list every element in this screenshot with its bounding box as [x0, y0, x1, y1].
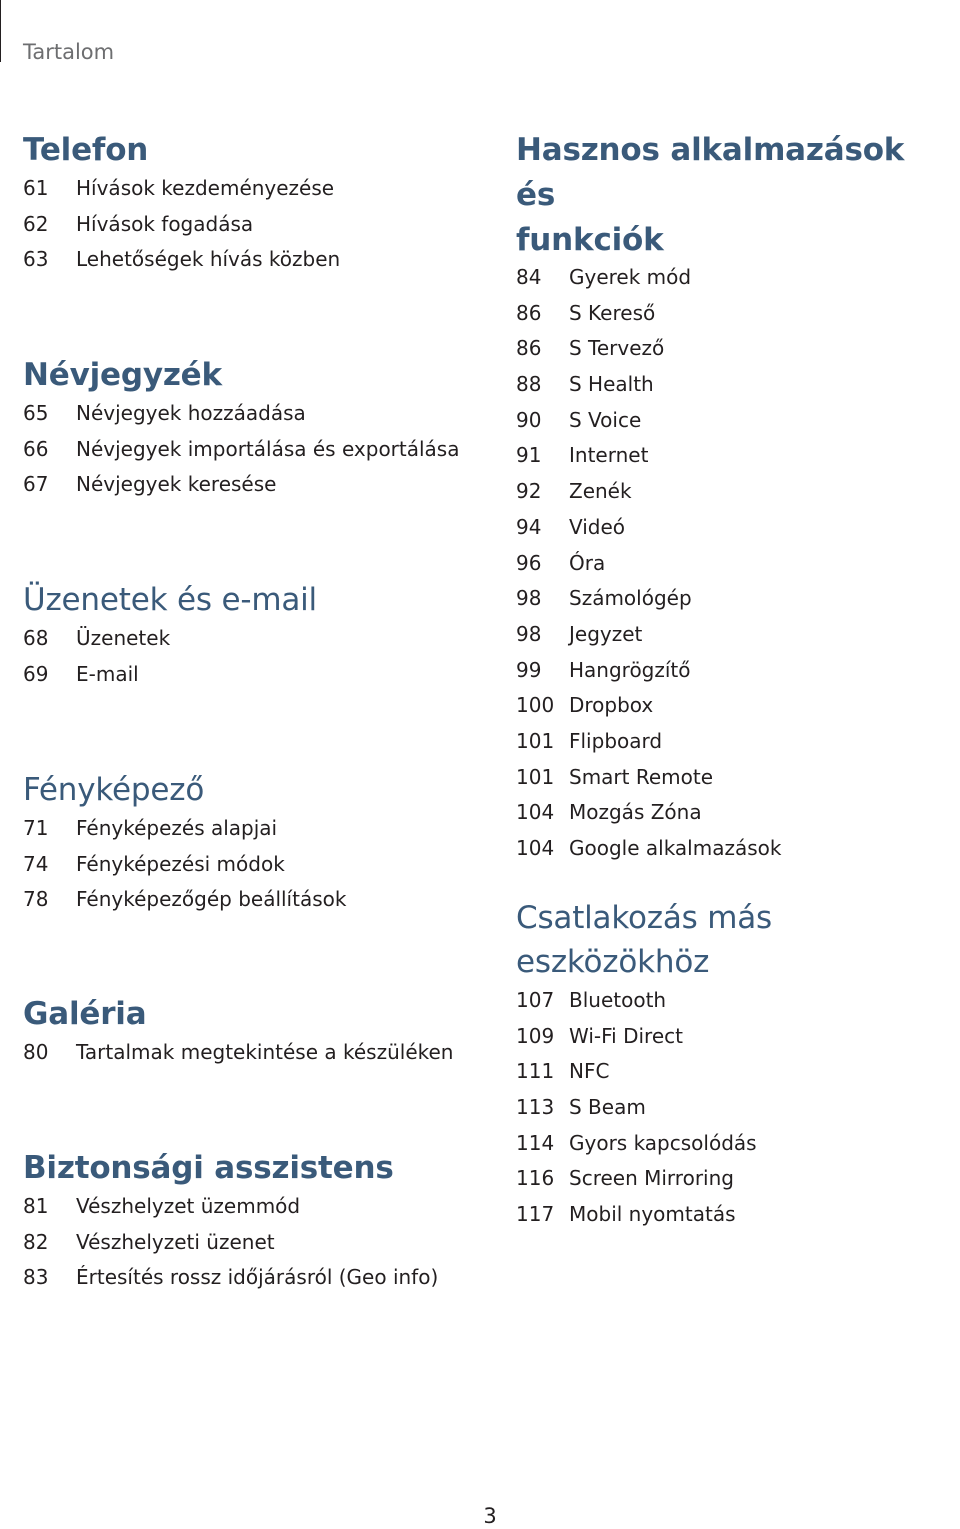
entry-title: Bluetooth: [569, 988, 667, 1012]
page-number: 74: [23, 851, 49, 876]
entry-title: Hívások fogadása: [76, 211, 254, 236]
entry-title: Vészhelyzet üzemmód: [76, 1194, 301, 1218]
toc-entry[interactable]: [23, 472, 460, 508]
toc-entry[interactable]: [23, 176, 340, 212]
page-number: 107: [516, 988, 555, 1012]
page-number: 86: [516, 300, 542, 325]
toc-entry[interactable]: [516, 336, 946, 372]
entry-title: Zenék: [569, 479, 632, 504]
entry-title: S Health: [569, 372, 654, 397]
toc-entry[interactable]: [516, 479, 946, 515]
page-number: 99: [516, 657, 542, 682]
entry-title: Dropbox: [569, 693, 654, 718]
toc-entry[interactable]: [23, 1040, 453, 1076]
page-number: 114: [516, 1130, 555, 1155]
toc-entry[interactable]: [23, 816, 346, 852]
toc-entry-list: [23, 1194, 438, 1301]
entry-title: Gyors kapcsolódás: [569, 1130, 757, 1155]
toc-section-uzenetek: [23, 578, 317, 697]
toc-entry[interactable]: [23, 887, 346, 923]
entry-title: Smart Remote: [569, 764, 714, 789]
entry-title: Vészhelyzeti üzenet: [76, 1229, 275, 1254]
page-number: 67: [23, 472, 49, 497]
toc-entry[interactable]: [516, 836, 946, 872]
page-number: 109: [516, 1023, 555, 1048]
page-number: 68: [23, 626, 49, 650]
entry-title: Wi-Fi Direct: [569, 1023, 683, 1048]
entry-title: S Beam: [569, 1095, 646, 1120]
section-title-line-2: funkciók: [516, 222, 664, 258]
entry-title: Névjegyek hozzáadása: [76, 401, 306, 425]
toc-entry[interactable]: [516, 765, 946, 801]
page-number: 104: [516, 836, 555, 860]
entry-title: Óra: [569, 550, 606, 575]
toc-entry[interactable]: [516, 408, 946, 444]
section-title-line-1: Hasznos alkalmazások és: [516, 132, 905, 213]
toc-entry[interactable]: [516, 1095, 956, 1131]
toc-entry[interactable]: [516, 372, 946, 408]
entry-title: Internet: [569, 443, 649, 468]
toc-section-biztonsagi: [23, 1146, 438, 1301]
entry-title: Értesítés rossz időjárásról (Geo info): [76, 1265, 439, 1290]
toc-section-nevjegyzek: [23, 353, 460, 508]
toc-entry[interactable]: [23, 852, 346, 888]
page-number: 88: [516, 372, 542, 397]
toc-entry[interactable]: [516, 301, 946, 337]
toc-entry[interactable]: [516, 693, 946, 729]
section-title: Biztonsági asszistens: [23, 1150, 394, 1186]
page-number: 65: [23, 401, 49, 425]
toc-entry[interactable]: [23, 1265, 438, 1301]
page-number: 91: [516, 443, 542, 468]
page-number: 100: [516, 693, 555, 718]
section-title: Telefon: [23, 132, 149, 168]
toc-entry-list: [23, 816, 346, 923]
toc-entry[interactable]: [516, 551, 946, 587]
running-title: Tartalom: [23, 40, 115, 64]
toc-entry[interactable]: [516, 1059, 956, 1095]
entry-title: Videó: [569, 514, 626, 539]
toc-entry[interactable]: [23, 1194, 438, 1230]
entry-title: Flipboard: [569, 728, 663, 753]
toc-section-galeria: [23, 992, 453, 1076]
toc-entry[interactable]: [23, 1230, 438, 1266]
toc-entry-list: [23, 1040, 453, 1076]
toc-entry[interactable]: [516, 729, 946, 765]
toc-entry[interactable]: [516, 658, 946, 694]
page-number: 94: [516, 514, 542, 539]
entry-title: Tartalmak megtekintése a készüléken: [76, 1040, 454, 1064]
toc-section-telefon: [23, 128, 340, 283]
page-number: 104: [516, 800, 555, 825]
entry-title: Számológép: [569, 586, 692, 611]
toc-entry-list: [23, 626, 317, 697]
section-title: Üzenetek és e-mail: [23, 582, 317, 618]
page-number: 83: [23, 1265, 49, 1290]
entry-title: Jegyzet: [569, 621, 643, 646]
page-number: 78: [23, 887, 49, 912]
entry-title: E-mail: [76, 661, 139, 686]
entry-title: Mozgás Zóna: [569, 800, 702, 825]
entry-title: Lehetőségek hívás közben: [76, 247, 341, 272]
section-title: [516, 128, 946, 263]
toc-entry[interactable]: [23, 437, 460, 473]
toc-entry[interactable]: [516, 1166, 956, 1202]
page-number: 101: [516, 728, 555, 753]
toc-entry-list: [516, 988, 956, 1238]
toc-entry[interactable]: [516, 800, 946, 836]
page-number: 116: [516, 1166, 555, 1191]
toc-entry[interactable]: [516, 622, 946, 658]
toc-entry[interactable]: [516, 1131, 956, 1167]
entry-title: NFC: [569, 1059, 610, 1084]
page-number-footer: 3: [483, 1504, 497, 1528]
entry-title: Névjegyek keresése: [76, 472, 277, 497]
entry-title: Google alkalmazások: [569, 836, 782, 860]
toc-entry-list: [23, 401, 460, 508]
page-number: 96: [516, 550, 542, 575]
toc-entry[interactable]: [516, 265, 946, 301]
toc-entry[interactable]: [516, 515, 946, 551]
page-number: 111: [516, 1059, 555, 1084]
page-number: 101: [516, 764, 555, 789]
page-number: 92: [516, 479, 542, 504]
page-number: 66: [23, 436, 49, 461]
toc-entry[interactable]: [23, 626, 317, 662]
page-number: 71: [23, 816, 49, 840]
page-number: 61: [23, 176, 49, 200]
entry-title: Fényképezőgép beállítások: [76, 887, 347, 912]
page-number: 98: [516, 586, 542, 611]
entry-title: Mobil nyomtatás: [569, 1202, 736, 1227]
page-number: 69: [23, 661, 49, 686]
entry-title: Hívások kezdeményezése: [76, 176, 335, 200]
page-number: 62: [23, 211, 49, 236]
toc-entry[interactable]: [23, 662, 317, 698]
page-number: 63: [23, 247, 49, 272]
toc-entry[interactable]: [516, 1202, 956, 1238]
entry-title: S Tervező: [569, 336, 665, 361]
section-title: Fényképező: [23, 772, 205, 808]
toc-entry[interactable]: [23, 212, 340, 248]
section-title: Névjegyzék: [23, 357, 222, 393]
page-number: 84: [516, 265, 542, 289]
page-number: 117: [516, 1202, 555, 1227]
entry-title: Hangrögzítő: [569, 657, 691, 682]
toc-entry-list: [516, 265, 946, 872]
entry-title: Fényképezési módok: [76, 851, 285, 876]
entry-title: Fényképezés alapjai: [76, 816, 278, 840]
toc-entry-list: [23, 176, 340, 283]
entry-title: Névjegyek importálása és exportálása: [76, 436, 460, 461]
toc-section-fenykepezo: [23, 768, 346, 923]
entry-title: S Kereső: [569, 300, 656, 325]
page-number: 82: [23, 1229, 49, 1254]
toc-entry[interactable]: [516, 1024, 956, 1060]
page-number: 86: [516, 336, 542, 361]
entry-title: Üzenetek: [76, 626, 171, 650]
entry-title: Gyerek mód: [569, 265, 692, 289]
page-number: 81: [23, 1194, 49, 1218]
toc-entry[interactable]: [23, 401, 460, 437]
toc-section-hasznos: [516, 128, 946, 872]
entry-title: S Voice: [569, 407, 642, 432]
toc-entry[interactable]: [516, 443, 946, 479]
toc-entry[interactable]: [23, 247, 340, 283]
page-number: 113: [516, 1095, 555, 1120]
page-number: 98: [516, 621, 542, 646]
page-number: 90: [516, 407, 542, 432]
toc-entry[interactable]: [516, 586, 946, 622]
toc-entry[interactable]: [516, 988, 956, 1024]
toc-section-csatlakozas: [516, 896, 956, 1238]
page-number: 80: [23, 1040, 49, 1064]
section-title: Galéria: [23, 996, 147, 1032]
header-rule: [0, 0, 1, 62]
entry-title: Screen Mirroring: [569, 1166, 734, 1191]
section-title: Csatlakozás más eszközökhöz: [516, 900, 772, 980]
